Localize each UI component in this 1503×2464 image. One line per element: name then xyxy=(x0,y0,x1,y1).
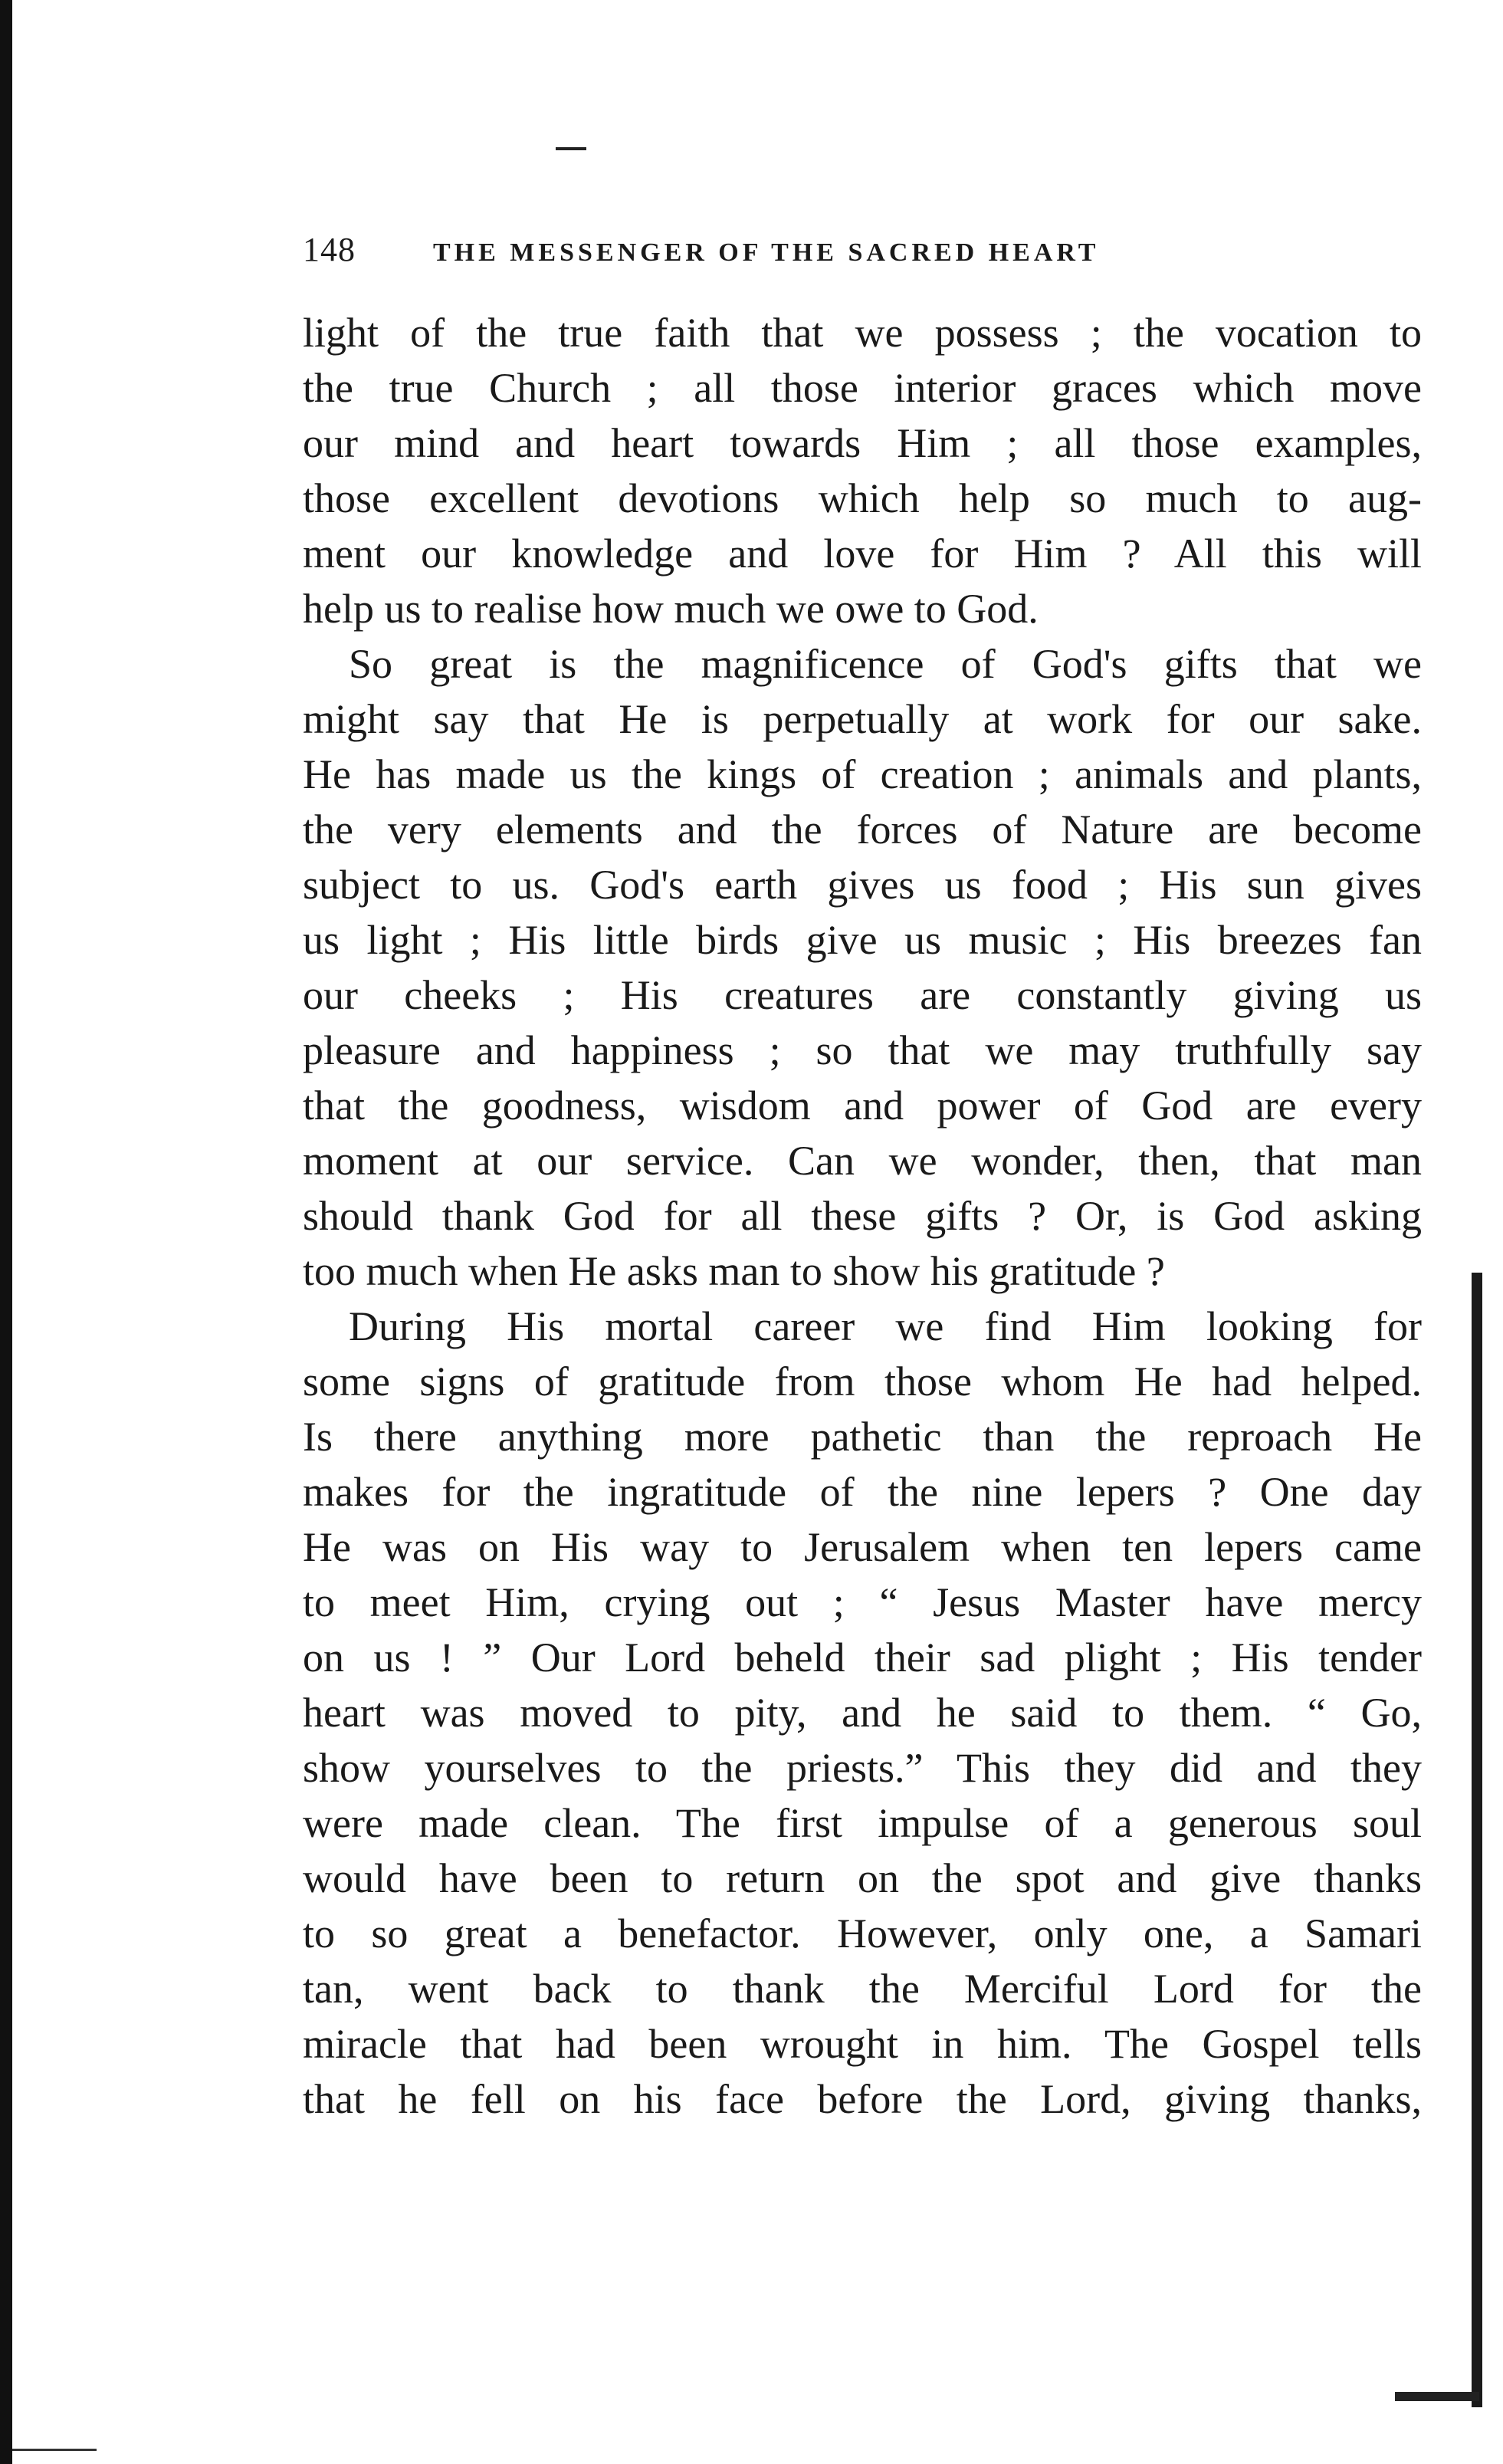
body-text xyxy=(303,305,1422,2127)
text-line: our mind and heart towards Him ; all those examples, xyxy=(303,420,1422,466)
text-line: He has made us the kings of creation ; animals and plants, xyxy=(303,751,1422,797)
text-line: those excellent devotions which help so much to aug- xyxy=(303,475,1422,521)
text-line: ment our knowledge and love for Him ? All this will xyxy=(303,531,1422,577)
text-line: us light ; His little birds give us music ; His breezes fan xyxy=(303,917,1422,963)
text-line: the very elements and the forces of Nature are become xyxy=(303,807,1422,853)
text-line: During His mortal career we find Him looking for xyxy=(349,1303,1422,1349)
scan-right-edge xyxy=(1472,1273,1482,2407)
scan-left-edge xyxy=(0,0,12,2464)
text-line: were made clean. The first impulse of a generous soul xyxy=(303,1800,1422,1846)
text-line: moment at our service. Can we wonder, then, that man xyxy=(303,1138,1422,1184)
scan-bottom-left-mark xyxy=(12,2449,97,2451)
text-line: So great is the magnificence of God's gifts that we xyxy=(349,641,1422,687)
text-line: help us to realise how much we owe to God. xyxy=(303,586,1039,632)
text-line: to so great a benefactor. However, only one, a Samari xyxy=(303,1910,1422,1956)
text-line: might say that He is perpetually at work for our sake. xyxy=(303,696,1422,742)
text-line: that the goodness, wisdom and power of God are every xyxy=(303,1083,1422,1129)
text-line: tan, went back to thank the Merciful Lord for the xyxy=(303,1966,1422,2012)
text-line: the true Church ; all those interior graces which move xyxy=(303,365,1422,411)
text-line: show yourselves to the priests.” This they did and they xyxy=(303,1745,1422,1791)
running-head: THE MESSENGER OF THE SACRED HEART xyxy=(433,238,1100,267)
text-line: on us ! ” Our Lord beheld their sad plight ; His tender xyxy=(303,1634,1422,1680)
text-line: subject to us. God's earth gives us food ; His sun gives xyxy=(303,862,1422,908)
text-line: that he fell on his face before the Lord, giving thanks, xyxy=(303,2076,1422,2122)
text-line: should thank God for all these gifts ? Or, is God asking xyxy=(303,1193,1422,1239)
text-line: our cheeks ; His creatures are constantly giving us xyxy=(303,972,1422,1018)
page-header xyxy=(303,230,1284,276)
text-line: heart was moved to pity, and he said to them. “ Go, xyxy=(303,1690,1422,1736)
page-number: 148 xyxy=(303,231,356,268)
text-line: would have been to return on the spot and give thanks xyxy=(303,1855,1422,1901)
text-line: light of the true faith that we possess ; the vocation to xyxy=(303,310,1422,356)
text-line: some signs of gratitude from those whom He had helped. xyxy=(303,1358,1422,1404)
text-line: He was on His way to Jerusalem when ten lepers came xyxy=(303,1524,1422,1570)
text-line: pleasure and happiness ; so that we may truthfully say xyxy=(303,1027,1422,1073)
scan-bottom-right-mark xyxy=(1395,2392,1479,2401)
top-dash-mark xyxy=(556,147,586,150)
text-line: makes for the ingratitude of the nine lepers ? One day xyxy=(303,1469,1422,1515)
text-line: too much when He asks man to show his gratitude ? xyxy=(303,1248,1165,1294)
text-line: to meet Him, crying out ; “ Jesus Master have mercy xyxy=(303,1579,1422,1625)
text-line: Is there anything more pathetic than the reproach He xyxy=(303,1414,1422,1460)
text-line: miracle that had been wrought in him. The Gospel tells xyxy=(303,2021,1422,2067)
